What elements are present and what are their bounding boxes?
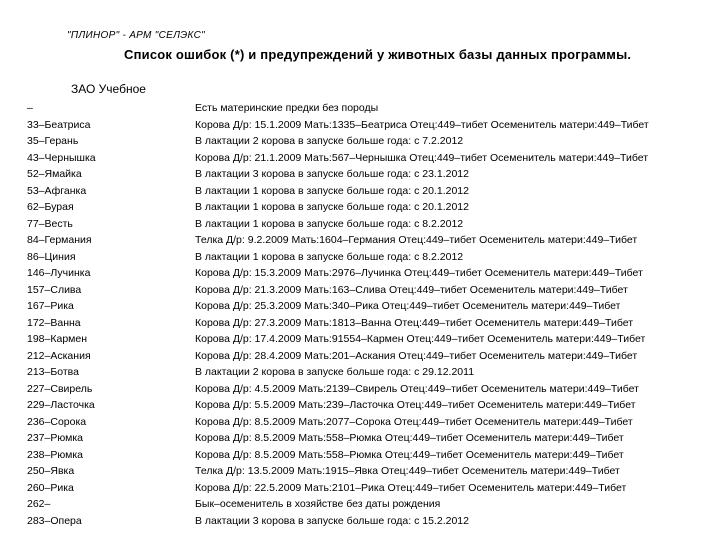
- error-row: [0, 150, 720, 167]
- error-message: Есть материнские предки без породы: [195, 102, 379, 114]
- error-message: Корова Д/р: 8.5.2009 Мать:558–Рюмка Отец:449–тибет Осеменитель матери:449–Тибет: [195, 432, 624, 444]
- animal-id: 213–Ботва: [27, 366, 79, 378]
- animal-id: 77–Весть: [27, 217, 73, 230]
- error-row: [0, 348, 720, 365]
- error-message: Корова Д/р: 22.5.2009 Мать:2101–Рика Отец:449–тибет Осеменитель матери:449–Тибет: [195, 481, 627, 494]
- animal-id: 250–Явка: [27, 465, 75, 477]
- error-message: Корова Д/р: 21.1.2009 Мать:567–Чернышка Отец:449–тибет Осеменитель матери:449–Тибет: [195, 151, 649, 164]
- error-message: В лактации 1 корова в запуске больше года: с 8.2.2012: [195, 250, 464, 263]
- error-message: Телка Д/р: 9.2.2009 Мать:1604–Германия Отец:449–тибет Осеменитель матери:449–Тибет: [195, 234, 638, 246]
- animal-id: 260–Рика: [27, 481, 74, 494]
- animal-id: 227–Свирель: [27, 382, 93, 395]
- error-row: [0, 397, 720, 414]
- error-message: Корова Д/р: 17.4.2009 Мать:91554–Кармен Отец:449–тибет Осеменитель матери:449–Тибет: [195, 333, 646, 345]
- animal-id: 53–Афганка: [27, 184, 87, 197]
- error-row: [0, 232, 720, 249]
- error-message: Корова Д/р: 5.5.2009 Мать:239–Ласточка Отец:449–тибет Осеменитель матери:449–Тибет: [195, 399, 636, 411]
- animal-id: 84–Германия: [27, 234, 92, 246]
- error-message: Телка Д/р: 13.5.2009 Мать:1915–Явка Отец:449–тибет Осеменитель матери:449–Тибет: [195, 465, 620, 477]
- error-row: [0, 216, 720, 233]
- error-message: В лактации 2 корова в запуске больше года: с 7.2.2012: [195, 135, 464, 147]
- error-message: В лактации 1 корова в запуске больше года: с 20.1.2012: [195, 201, 469, 213]
- error-message: В лактации 1 корова в запуске больше года: с 8.2.2012: [195, 217, 464, 230]
- animal-id: 212–Аскания: [27, 349, 91, 362]
- company-name: ЗАО Учебное: [71, 82, 146, 96]
- animal-id: 86–Циния: [27, 250, 76, 263]
- error-row: [0, 430, 720, 447]
- error-message: Бык–осеменитель в хозяйстве без даты рождения: [195, 498, 441, 510]
- app-title: "ПЛИНОР" - АРМ "СЕЛЭКС": [67, 30, 205, 41]
- error-row: [0, 496, 720, 513]
- error-row: [0, 133, 720, 150]
- error-row: [0, 414, 720, 431]
- animal-id: 33–Беатриса: [27, 118, 91, 131]
- animal-id: 283–Опера: [27, 514, 82, 527]
- error-row: [0, 315, 720, 332]
- error-message: Корова Д/р: 15.1.2009 Мать:1335–Беатриса Отец:449–тибет Осеменитель матери:449–Тибет: [195, 118, 649, 131]
- error-row: [0, 364, 720, 381]
- error-message: Корова Д/р: 27.3.2009 Мать:1813–Ванна Отец:449–тибет Осеменитель матери:449–Тибет: [195, 316, 634, 329]
- error-message: Корова Д/р: 8.5.2009 Мать:2077–Сорока Отец:449–тибет Осеменитель матери:449–Тибет: [195, 415, 633, 428]
- error-message: В лактации 1 корова в запуске больше года: с 20.1.2012: [195, 184, 469, 197]
- error-message: В лактации 2 корова в запуске больше года: с 29.12.2011: [195, 366, 475, 378]
- error-row: [0, 513, 720, 530]
- error-row: [0, 249, 720, 266]
- error-row: [0, 282, 720, 299]
- error-message: Корова Д/р: 15.3.2009 Мать:2976–Лучинка Отец:449–тибет Осеменитель матери:449–Тибет: [195, 267, 643, 279]
- error-row: [0, 166, 720, 183]
- animal-id: 35–Герань: [27, 135, 79, 147]
- error-row: [0, 331, 720, 348]
- error-message: В лактации 3 корова в запуске больше года: с 15.2.2012: [195, 514, 469, 527]
- error-message: Корова Д/р: 8.5.2009 Мать:558–Рюмка Отец:449–тибет Осеменитель матери:449–Тибет: [195, 448, 624, 461]
- error-row: [0, 381, 720, 398]
- report-title: Список ошибок (*) и предупреждений у животных базы данных программы.: [124, 47, 632, 62]
- animal-id: 146–Лучинка: [27, 267, 91, 279]
- animal-id: 237–Рюмка: [27, 432, 84, 444]
- animal-id: 172–Ванна: [27, 316, 81, 329]
- animal-id: 236–Сорока: [27, 415, 87, 428]
- animal-id: 52–Ямайка: [27, 168, 82, 180]
- error-row: [0, 100, 720, 117]
- error-list: [0, 100, 720, 529]
- error-message: Корова Д/р: 4.5.2009 Мать:2139–Свирель Отец:449–тибет Осеменитель матери:449–Тибет: [195, 382, 639, 395]
- error-row: [0, 183, 720, 200]
- animal-id: 262–: [27, 498, 51, 510]
- animal-id: –: [27, 102, 33, 114]
- error-row: [0, 199, 720, 216]
- animal-id: 157–Слива: [27, 283, 82, 296]
- error-message: Корова Д/р: 21.3.2009 Мать:163–Слива Отец:449–тибет Осеменитель матери:449–Тибет: [195, 283, 628, 296]
- error-row: [0, 463, 720, 480]
- animal-id: 167–Рика: [27, 300, 74, 312]
- animal-id: 62–Бурая: [27, 201, 74, 213]
- error-row: [0, 117, 720, 134]
- error-row: [0, 298, 720, 315]
- error-row: [0, 265, 720, 282]
- animal-id: 238–Рюмка: [27, 448, 84, 461]
- error-row: [0, 447, 720, 464]
- error-message: Корова Д/р: 28.4.2009 Мать:201–Аскания Отец:449–тибет Осеменитель матери:449–Тибет: [195, 349, 638, 362]
- animal-id: 229–Ласточка: [27, 399, 95, 411]
- error-message: В лактации 3 корова в запуске больше года: с 23.1.2012: [195, 168, 469, 180]
- animal-id: 198–Кармен: [27, 333, 88, 345]
- animal-id: 43–Чернышка: [27, 151, 96, 164]
- error-message: Корова Д/р: 25.3.2009 Мать:340–Рика Отец:449–тибет Осеменитель матери:449–Тибет: [195, 300, 621, 312]
- error-row: [0, 480, 720, 497]
